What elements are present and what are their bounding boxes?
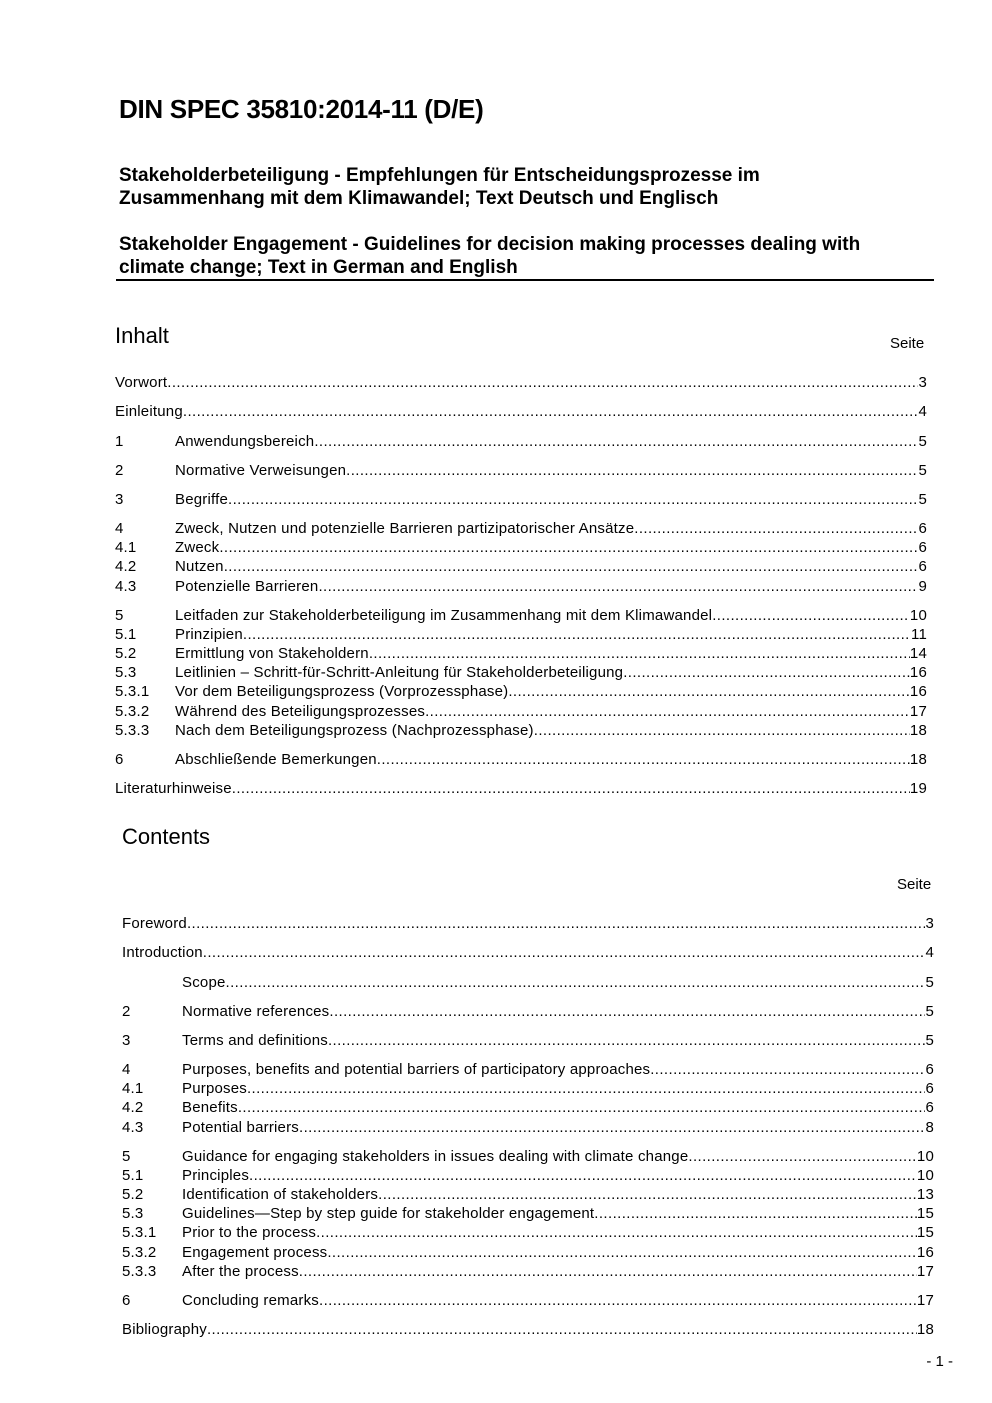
toc-entry-title: Ermittlung von Stakeholdern [175,645,369,662]
toc-entry-title: Normative Verweisungen [175,462,347,479]
toc-entry-number: 3 [122,1032,131,1049]
toc-entry-number: 5.1 [122,1167,144,1184]
toc-entry[interactable] [115,779,927,798]
toc-entry-title: Guidelines—Step by step guide for stakeholder engagement [182,1205,595,1222]
toc-leader-dots [314,432,918,451]
toc-entry[interactable] [122,1002,934,1021]
toc-entry-title: Purposes, benefits and potential barriers of participatory approaches [182,1061,651,1078]
toc-entry-number: 5.3.2 [122,1244,157,1261]
toc-entry[interactable] [122,1098,934,1117]
toc-leader-dots [623,663,910,682]
page-number: - 1 - [926,1353,953,1370]
toc-entry[interactable] [122,914,934,933]
toc-leader-dots [594,1204,917,1223]
toc-entry[interactable] [122,1320,934,1339]
toc-entry-page: 16 [916,1244,934,1261]
toc-entry-title: Guidance for engaging stakeholders in issues dealing with climate change [182,1148,689,1165]
toc-entry-number: 5.2 [115,645,137,662]
toc-entry-number: 5.3.3 [115,722,150,739]
toc-entry-page: 6 [925,1080,934,1097]
toc-entry[interactable] [122,1204,934,1223]
toc-entry-page: 8 [925,1119,934,1136]
toc-entry-title: Bibliography [122,1321,207,1338]
toc-leader-dots [508,682,910,701]
toc-entry-title: Literaturhinweise [115,780,232,797]
toc-entry-title: Zweck, Nutzen und potenzielle Barrieren partizipatorischer Ansätze [175,520,635,537]
toc-entry[interactable] [115,461,927,480]
toc-entry[interactable] [122,943,934,962]
toc-leader-dots [238,1098,926,1117]
toc-leader-dots [316,1223,917,1242]
toc-entry-page: 3 [918,374,927,391]
toc-entry-title: Vorwort [115,374,168,391]
subtitle-english [119,233,860,279]
toc-entry-number: 5 [115,607,124,624]
toc-entry[interactable] [122,1223,934,1242]
toc-entry-page: 6 [918,558,927,575]
toc-leader-dots [369,644,910,663]
toc-entry-title: Foreword [122,915,187,932]
toc-entry-title: Prior to the process [182,1224,317,1241]
toc-entry-number: 4.2 [122,1099,144,1116]
toc-entry-number: 5.3.1 [122,1224,157,1241]
toc-de-list [115,373,927,803]
subtitle-english-line: climate change; Text in German and English [119,257,518,278]
toc-leader-dots [346,461,918,480]
toc-entry[interactable] [115,644,927,663]
toc-entry-page: 16 [909,683,927,700]
toc-entry-title: Einleitung [115,403,183,420]
toc-entry-number: 4.1 [115,539,137,556]
toc-leader-dots [224,557,919,576]
toc-entry-number: 5.3.1 [115,683,150,700]
subtitle-german-line: Stakeholderbeteiligung - Empfehlungen für Entscheidungsprozesse im [119,165,760,186]
toc-entry[interactable] [122,1166,934,1185]
toc-entry[interactable] [122,1243,934,1262]
toc-leader-dots [203,943,926,962]
toc-entry[interactable] [115,606,927,625]
toc-leader-dots [712,606,910,625]
toc-entry-page: 3 [925,915,934,932]
toc-leader-dots [534,721,910,740]
toc-leader-dots [226,973,926,992]
toc-leader-dots [318,577,918,596]
toc-entry[interactable] [115,721,927,740]
toc-leader-dots [228,490,918,509]
toc-entry-number: 4.1 [122,1080,144,1097]
subtitle-german-line: Zusammenhang mit dem Klimawandel; Text Deutsch und Englisch [119,188,719,209]
toc-leader-dots [167,373,918,392]
toc-entry-page: 10 [916,1167,934,1184]
toc-entry-title: Anwendungsbereich [175,433,315,450]
toc-entry-page: 5 [918,462,927,479]
toc-entry[interactable] [115,538,927,557]
toc-entry-number: 5 [122,1148,131,1165]
toc-entry-title: Während des Beteiligungsprozesses [175,703,426,720]
toc-entry[interactable] [115,663,927,682]
toc-entry-number: 3 [115,491,124,508]
toc-leader-dots [183,402,919,421]
toc-entry-page: 18 [916,1321,934,1338]
toc-entry-page: 18 [909,722,927,739]
subtitle-german [119,164,760,210]
toc-entry-number: 5.3 [115,664,137,681]
toc-entry-page: 5 [918,433,927,450]
toc-leader-dots [247,1079,925,1098]
toc-entry-page: 13 [916,1186,934,1203]
toc-entry-number: 6 [115,751,124,768]
toc-entry[interactable] [115,702,927,721]
toc-entry-page: 5 [925,1032,934,1049]
toc-entry[interactable] [122,1118,934,1137]
subtitle-english-line: Stakeholder Engagement - Guidelines for decision making processes dealing with [119,234,861,255]
toc-entry[interactable] [115,490,927,509]
toc-entry-page: 17 [916,1263,934,1280]
toc-entry[interactable] [122,1291,934,1310]
toc-entry-page: 6 [925,1099,934,1116]
toc-entry-title: Terms and definitions [182,1032,328,1049]
toc-entry-number: 4.2 [115,558,137,575]
toc-leader-dots [327,1243,917,1262]
toc-entry-number: 4 [115,520,124,537]
toc-entry[interactable] [122,1185,934,1204]
toc-entry-page: 10 [916,1148,934,1165]
toc-entry-title: Principles [182,1167,250,1184]
toc-entry-page: 4 [918,403,927,420]
toc-entry-number: 2 [115,462,124,479]
toc-entry-number: 4.3 [115,578,137,595]
toc-entry[interactable] [122,973,934,992]
toc-entry[interactable] [115,577,927,596]
toc-entry-number: 5.1 [115,626,137,643]
toc-en-page-label: Seite [897,876,932,893]
toc-entry-number: 5.2 [122,1186,144,1203]
toc-entry-title: Prinzipien [175,626,243,643]
toc-entry-page: 4 [925,944,934,961]
toc-leader-dots [319,1291,917,1310]
toc-entry-title: Scope [182,974,226,991]
toc-entry-page: 16 [909,664,927,681]
toc-leader-dots [243,625,911,644]
toc-entry-title: Purposes [182,1080,247,1097]
toc-leader-dots [232,779,910,798]
toc-entry[interactable] [115,557,927,576]
toc-leader-dots [634,519,918,538]
toc-entry-number: 5.3.2 [115,703,150,720]
toc-entry[interactable] [115,625,927,644]
toc-leader-dots [377,750,910,769]
toc-entry-title: Vor dem Beteiligungsprozess (Vorprozessphase) [175,683,509,700]
toc-entry-title: Nutzen [175,558,224,575]
toc-de-page-label: Seite [890,335,925,352]
toc-entry-number: 2 [122,1003,131,1020]
toc-entry[interactable] [122,1262,934,1281]
toc-entry-title: Identification of stakeholders [182,1186,379,1203]
toc-entry-title: Nach dem Beteiligungsprozess (Nachprozessphase) [175,722,534,739]
toc-entry[interactable] [115,519,927,538]
toc-leader-dots [299,1118,925,1137]
toc-leader-dots [219,538,918,557]
toc-leader-dots [329,1002,925,1021]
toc-entry-page: 6 [925,1061,934,1078]
toc-leader-dots [378,1185,917,1204]
toc-entry-page: 14 [909,645,927,662]
toc-entry[interactable] [115,373,927,392]
toc-entry-number: 5.3.3 [122,1263,157,1280]
toc-entry-title: Begriffe [175,491,229,508]
toc-entry-title: Abschließende Bemerkungen [175,751,377,768]
toc-entry-title: After the process [182,1263,299,1280]
toc-entry[interactable] [115,750,927,769]
toc-en-list [122,914,934,1344]
toc-entry-page: 15 [916,1205,934,1222]
toc-entry-page: 17 [916,1292,934,1309]
toc-entry[interactable] [122,1079,934,1098]
toc-de-heading: Inhalt [115,323,169,348]
toc-entry-number: 6 [122,1292,131,1309]
document-number: DIN SPEC 35810:2014-11 (D/E) [119,94,484,124]
toc-leader-dots [328,1031,926,1050]
toc-entry[interactable] [115,402,927,421]
toc-entry-page: 6 [918,520,927,537]
toc-leader-dots [425,702,910,721]
toc-entry[interactable] [115,432,927,451]
toc-leader-dots [187,914,925,933]
toc-en-heading: Contents [122,824,211,849]
toc-entry-page: 5 [925,1003,934,1020]
toc-entry-page: 18 [909,751,927,768]
toc-entry-title: Benefits [182,1099,238,1116]
toc-entry-page: 19 [909,780,927,797]
toc-entry-page: 15 [916,1224,934,1241]
toc-leader-dots [650,1060,925,1079]
toc-entry[interactable] [122,1147,934,1166]
toc-entry-page: 6 [918,539,927,556]
toc-entry-page: 10 [909,607,927,624]
toc-entry-title: Potenzielle Barrieren [175,578,319,595]
toc-leader-dots [688,1147,917,1166]
toc-entry-title: Normative references [182,1003,330,1020]
toc-leader-dots [299,1262,917,1281]
toc-entry[interactable] [115,682,927,701]
toc-entry-number: 1 [115,433,124,450]
toc-entry-page: 5 [918,491,927,508]
toc-entry-number: 4.3 [122,1119,144,1136]
title-divider [116,279,934,281]
toc-entry-title: Potential barriers [182,1119,299,1136]
toc-entry-title: Concluding remarks [182,1292,319,1309]
toc-leader-dots [207,1320,917,1339]
toc-entry-title: Introduction [122,944,203,961]
toc-entry[interactable] [122,1031,934,1050]
toc-leader-dots [249,1166,917,1185]
toc-entry-number: 5.3 [122,1205,144,1222]
toc-entry-page: 5 [925,974,934,991]
toc-entry[interactable] [122,1060,934,1079]
toc-entry-number: 4 [122,1061,131,1078]
toc-entry-title: Leitlinien – Schritt-für-Schritt-Anleitung für Stakeholderbeteiligung [175,664,624,681]
toc-entry-title: Leitfaden zur Stakeholderbeteiligung im Zusammenhang mit dem Klimawandel [175,607,713,624]
toc-entry-title: Zweck [175,539,220,556]
toc-entry-page: 9 [918,578,927,595]
toc-entry-title: Engagement process [182,1244,328,1261]
toc-entry-page: 11 [911,626,927,643]
toc-entry-page: 17 [909,703,927,720]
